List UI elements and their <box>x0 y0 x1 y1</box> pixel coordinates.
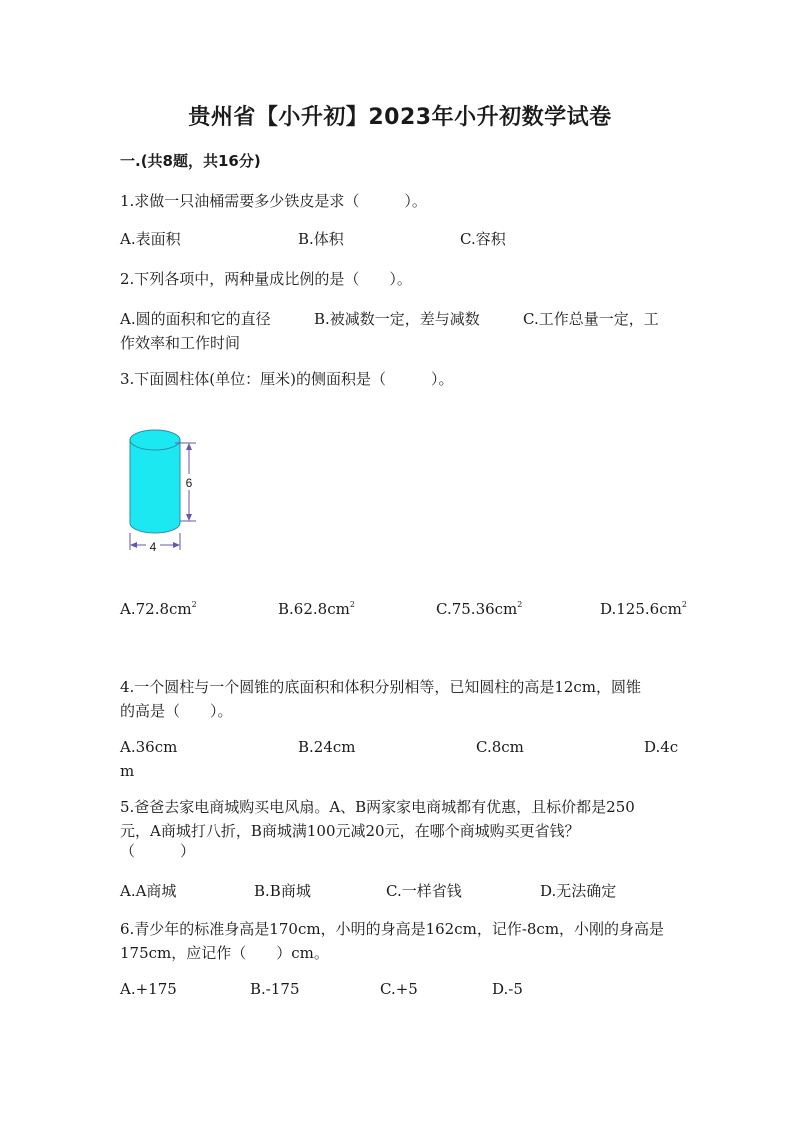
q2-option-c: C.工作总量一定，工 <box>523 310 659 328</box>
q4-option-d: D.4c <box>644 738 679 756</box>
q4-option-a: A.36cm <box>120 738 178 756</box>
question-4-stem-line2: 的高是（ ）。 <box>120 702 233 720</box>
q2-option-b: B.被减数一定，差与减数 <box>314 310 480 328</box>
q4-option-c: C.8cm <box>476 738 524 756</box>
q3-option-c: $C.75.36cm^2$ <box>436 600 523 618</box>
q2-option-a: A.圆的面积和它的直径 <box>120 310 271 328</box>
cylinder-height-label: 6 <box>185 476 193 490</box>
q3-option-a: $A.72.8cm^2$ <box>120 600 197 618</box>
q5-option-b: B.B商城 <box>254 882 311 900</box>
q1-option-b: B.体积 <box>298 230 344 248</box>
q3-option-b: $B.62.8cm^2$ <box>278 600 355 618</box>
q6-option-b: B.-175 <box>250 980 300 998</box>
q6-option-d: D.-5 <box>492 980 523 998</box>
section-heading: 一.(共8题，共16分) <box>120 152 261 170</box>
q4-option-b: B.24cm <box>298 738 356 756</box>
page-title: 贵州省【小升初】2023年小升初数学试卷 <box>188 105 612 130</box>
q6-option-c: C.+5 <box>380 980 418 998</box>
question-5-answer-blank: （ ） <box>120 842 196 860</box>
q1-option-a: A.表面积 <box>120 230 181 248</box>
q2-option-c-continued: 作效率和工作时间 <box>120 334 241 352</box>
question-5-stem-line1: 5.爸爸去家电商城购买电风扇。A、B两家家电商城都有优惠，且标价都是250 <box>120 798 635 816</box>
question-3-stem: 3.下面圆柱体(单位：厘米)的侧面积是（ ）。 <box>120 370 454 388</box>
q6-option-a: A.+175 <box>120 980 177 998</box>
q5-option-c: C.一样省钱 <box>386 882 462 900</box>
question-2-stem: 2.下列各项中，两种量成比例的是（ ）。 <box>120 270 412 288</box>
q4-option-d-wrap: m <box>120 762 135 780</box>
question-5-stem-line2: 元，A商城打八折，B商城满100元减20元，在哪个商城购买更省钱？ <box>120 822 580 840</box>
question-1-stem: 1.求做一只油桶需要多少铁皮是求（ ）。 <box>120 192 427 210</box>
q1-option-c: C.容积 <box>460 230 506 248</box>
q5-option-a: A.A商城 <box>120 882 177 900</box>
cylinder-diameter-label: 4 <box>149 540 157 554</box>
q5-option-d: D.无法确定 <box>540 882 617 900</box>
cylinder-figure <box>120 418 200 556</box>
question-6-stem-line1: 6.青少年的标准身高是170cm，小明的身高是162cm，记作-8cm，小刚的身高是 <box>120 920 665 938</box>
q3-option-d: $D.125.6cm^2$ <box>600 600 687 618</box>
question-6-stem-line2: 175cm，应记作（ ）cm。 <box>120 944 329 962</box>
question-4-stem-line1: 4.一个圆柱与一个圆锥的底面积和体积分别相等，已知圆柱的高是12cm，圆锥 <box>120 678 642 696</box>
